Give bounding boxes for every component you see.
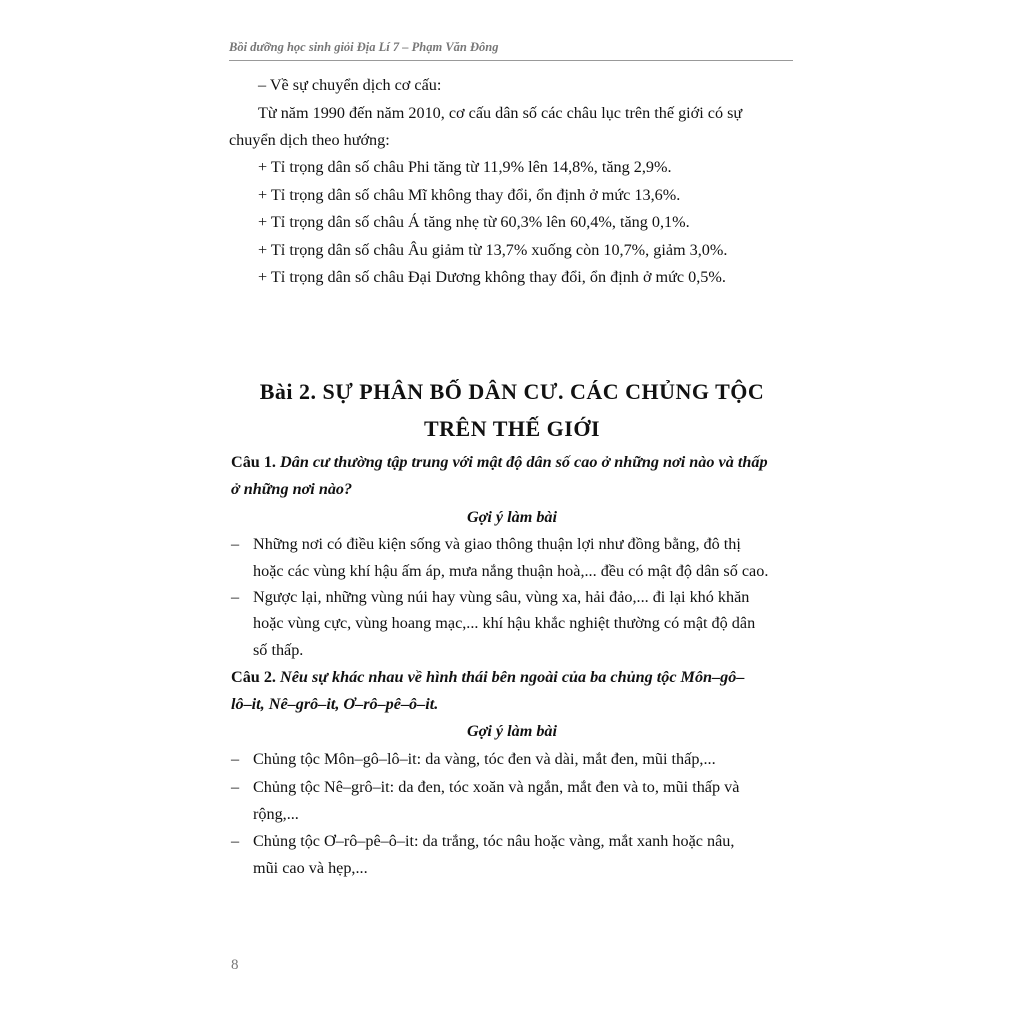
answer-line: Chủng tộc Môn–gô–lô–it: da vàng, tóc đen và dài, mắt đen, mũi thấp,...	[253, 750, 716, 768]
lesson-title: TRÊN THẾ GIỚI	[423, 416, 601, 441]
answer-dash: –	[231, 588, 240, 606]
page-number: 8	[231, 957, 239, 973]
bullet-item: + Tỉ trọng dân số châu Đại Dương không thay đổi, ổn định ở mức 0,5%.	[258, 268, 726, 286]
question-1	[231, 454, 768, 470]
hint-heading: Gợi ý làm bài	[466, 508, 558, 526]
paragraph-line: chuyển dịch theo hướng:	[229, 131, 390, 149]
question-label: Câu 2.	[231, 668, 276, 686]
answer-line: Chủng tộc Nê–grô–it: da đen, tóc xoăn và ngắn, mắt đen và to, mũi thấp và	[253, 778, 740, 796]
answer-line: Những nơi có điều kiện sống và giao thông thuận lợi như đồng bằng, đô thị	[253, 535, 741, 553]
running-header: Bồi dưỡng học sinh giỏi Địa Lí 7 – Phạm Văn Đông	[229, 40, 793, 61]
question-2	[231, 669, 744, 685]
answer-line: hoặc các vùng khí hậu ấm áp, mưa nắng thuận hoà,... đều có mật độ dân số cao.	[253, 562, 769, 580]
question-text: lô–it, Nê–grô–it, Ơ–rô–pê–ô–it.	[231, 695, 439, 713]
bullet-item: + Tỉ trọng dân số châu Phi tăng từ 11,9% lên 14,8%, tăng 2,9%.	[258, 158, 672, 176]
question-text: Nêu sự khác nhau về hình thái bên ngoài của ba chủng tộc Môn–gô–	[280, 668, 745, 686]
question-label: Câu 1.	[231, 453, 276, 471]
bullet-item: + Tỉ trọng dân số châu Á tăng nhẹ từ 60,3% lên 60,4%, tăng 0,1%.	[258, 213, 690, 231]
answer-line: mũi cao và hẹp,...	[253, 859, 368, 877]
answer-line: rộng,...	[253, 805, 299, 823]
answer-line: hoặc vùng cực, vùng hoang mạc,... khí hậu khắc nghiệt thường có mật độ dân	[253, 614, 756, 632]
answer-line: Ngược lại, những vùng núi hay vùng sâu, vùng xa, hải đảo,... đi lại khó khăn	[253, 588, 750, 606]
answer-dash: –	[231, 778, 240, 796]
bullet-item: + Tỉ trọng dân số châu Âu giảm từ 13,7% xuống còn 10,7%, giảm 3,0%.	[258, 241, 728, 259]
hint-heading: Gợi ý làm bài	[466, 722, 558, 740]
paragraph-line: Từ năm 1990 đến năm 2010, cơ cấu dân số các châu lục trên thế giới có sự	[258, 104, 743, 122]
section-heading: – Về sự chuyển dịch cơ cấu:	[258, 76, 442, 94]
lesson-title: Bài 2. SỰ PHÂN BỐ DÂN CƯ. CÁC CHỦNG TỘC	[259, 379, 765, 404]
answer-dash: –	[231, 832, 240, 850]
answer-dash: –	[231, 535, 240, 553]
question-text: ở những nơi nào?	[231, 480, 353, 498]
answer-dash: –	[231, 750, 240, 768]
answer-line: Chủng tộc Ơ–rô–pê–ô–it: da trắng, tóc nâu hoặc vàng, mắt xanh hoặc nâu,	[253, 832, 735, 850]
question-text: Dân cư thường tập trung với mật độ dân số cao ở những nơi nào và thấp	[280, 453, 768, 471]
bullet-item: + Tỉ trọng dân số châu Mĩ không thay đổi, ổn định ở mức 13,6%.	[258, 186, 681, 204]
answer-line: số thấp.	[253, 641, 304, 659]
